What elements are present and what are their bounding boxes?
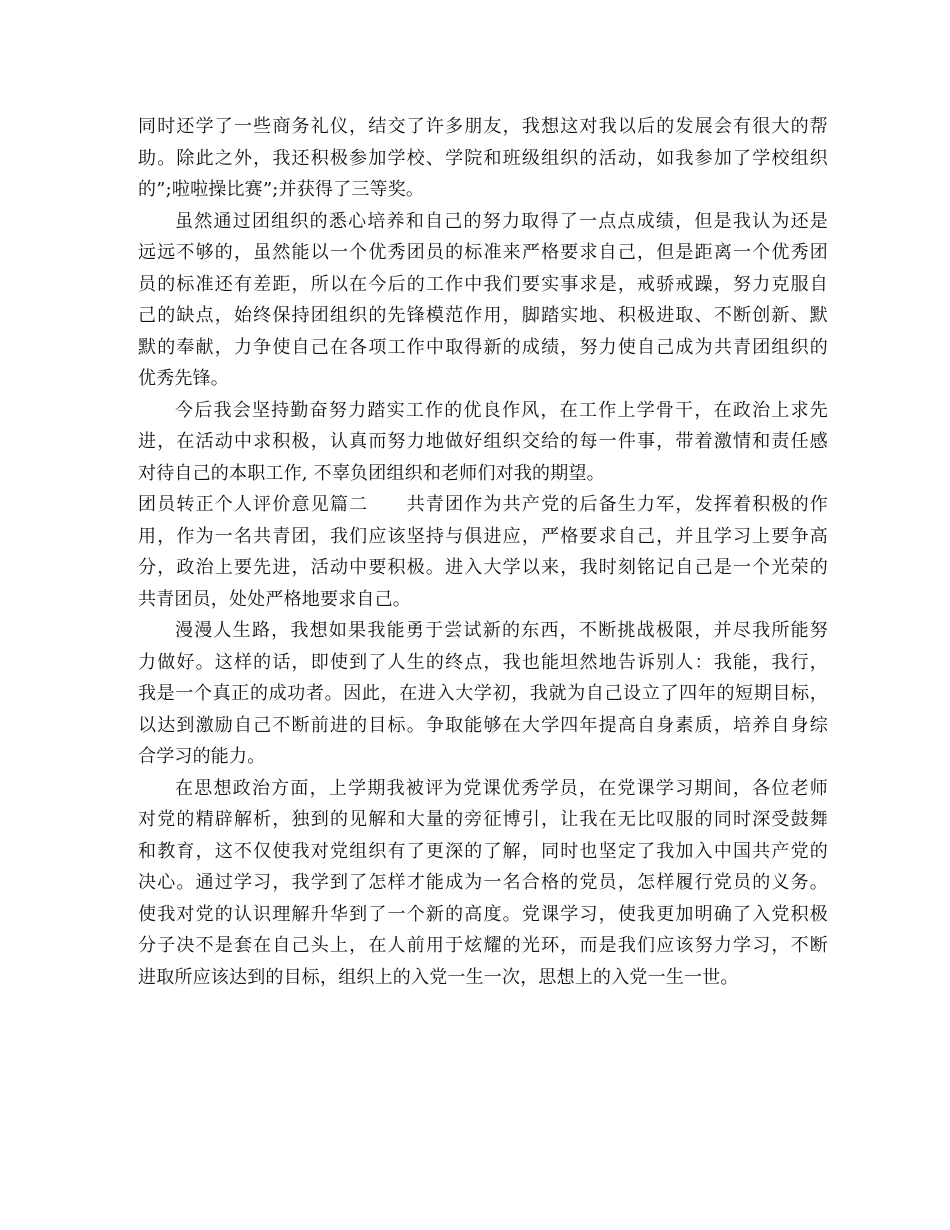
text-line: 默的奉献，力争使自己在各项工作中取得新的成绩，努力使自己成为共青团组织的	[138, 336, 828, 358]
text-line: 分子决不是套在自己头上，在人前用于炫耀的光环，而是我们应该努力学习，不断	[138, 935, 828, 956]
text-line: 和教育，这不仅使我对党组织有了更深的了解，同时也坚定了我加入中国共产党的	[138, 840, 828, 862]
text-line: 的”;啦啦操比赛”;并获得了三等奖。	[138, 179, 425, 200]
text-line: 对党的精辟解析，独到的见解和大量的旁征博引，让我在无比叹服的同时深受鼓舞	[138, 809, 828, 830]
text-line: 远远不够的，虽然能以一个优秀团员的标准来严格要求自己，但是距离一个优秀团	[138, 242, 828, 263]
text-line: 用，作为一名共青团，我们应该坚持与俱进应，严格要求自己，并且学习上要争高	[138, 525, 828, 547]
text-line: 对待自己的本职工作, 不辜负团组织和老师们对我的期望。	[138, 462, 605, 484]
text-line: 决心。通过学习，我学到了怎样才能成为一名合格的党员，怎样履行党员的义务。	[138, 872, 828, 893]
text-line: 进取所应该达到的目标，组织上的入党一生一次，思想上的入党一生一世。	[138, 966, 739, 988]
text-line: 分，政治上要先进，活动中要积极。进入大学以来，我时刻铭记自己是一个光荣的	[138, 557, 828, 578]
text-line: 同时还学了一些商务礼仪，结交了许多朋友，我想这对我以后的发展会有很大的帮	[138, 116, 828, 137]
section-heading-line: 团员转正个人评价意见篇二 共青团作为共产党的后备生力军，发挥着积极的作	[138, 494, 828, 515]
text-line: 员的标准还有差距，所以在今后的工作中我们要实事求是，戒骄戒躁，努力克服自	[138, 273, 828, 295]
text-line: 助。除此之外，我还积极参加学校、学院和班级组织的活动，如我参加了学校组织	[138, 147, 828, 169]
text-line: 以达到激励自己不断前进的目标。争取能够在大学四年提高自身素质，培养自身综	[138, 714, 828, 736]
paragraph-start-line: 虽然通过团组织的悉心培养和自己的努力取得了一点点成绩，但是我认为还是	[175, 210, 828, 232]
text-line: 我是一个真正的成功者。因此，在进入大学初，我就为自己设立了四年的短期目标，	[138, 683, 828, 704]
paragraph-start-line: 漫漫人生路，我想如果我能勇于尝试新的东西，不断挑战极限，并尽我所能努	[175, 620, 828, 641]
text-line: 合学习的能力。	[138, 746, 266, 767]
text-line: 使我对党的认识理解升华到了一个新的高度。党课学习，使我更加明确了入党积极	[138, 903, 828, 925]
paragraph-start-line: 在思想政治方面，上学期我被评为党课优秀学员，在党课学习期间，各位老师	[175, 777, 828, 799]
document-body	[138, 111, 828, 993]
text-line: 优秀先锋。	[138, 368, 229, 389]
text-line: 力做好。这样的话，即使到了人生的终点，我也能坦然地告诉别人：我能，我行，	[138, 651, 828, 673]
text-line: 己的缺点，始终保持团组织的先锋模范作用，脚踏实地、积极进取、不断创新、默	[138, 305, 828, 326]
paragraph-start-line: 今后我会坚持勤奋努力踏实工作的优良作风，在工作上学骨干，在政治上求先	[175, 399, 828, 421]
text-line: 共青团员，处处严格地要求自己。	[138, 588, 411, 610]
text-line: 进，在活动中求积极，认真而努力地做好组织交给的每一件事，带着激情和责任感	[138, 431, 828, 452]
